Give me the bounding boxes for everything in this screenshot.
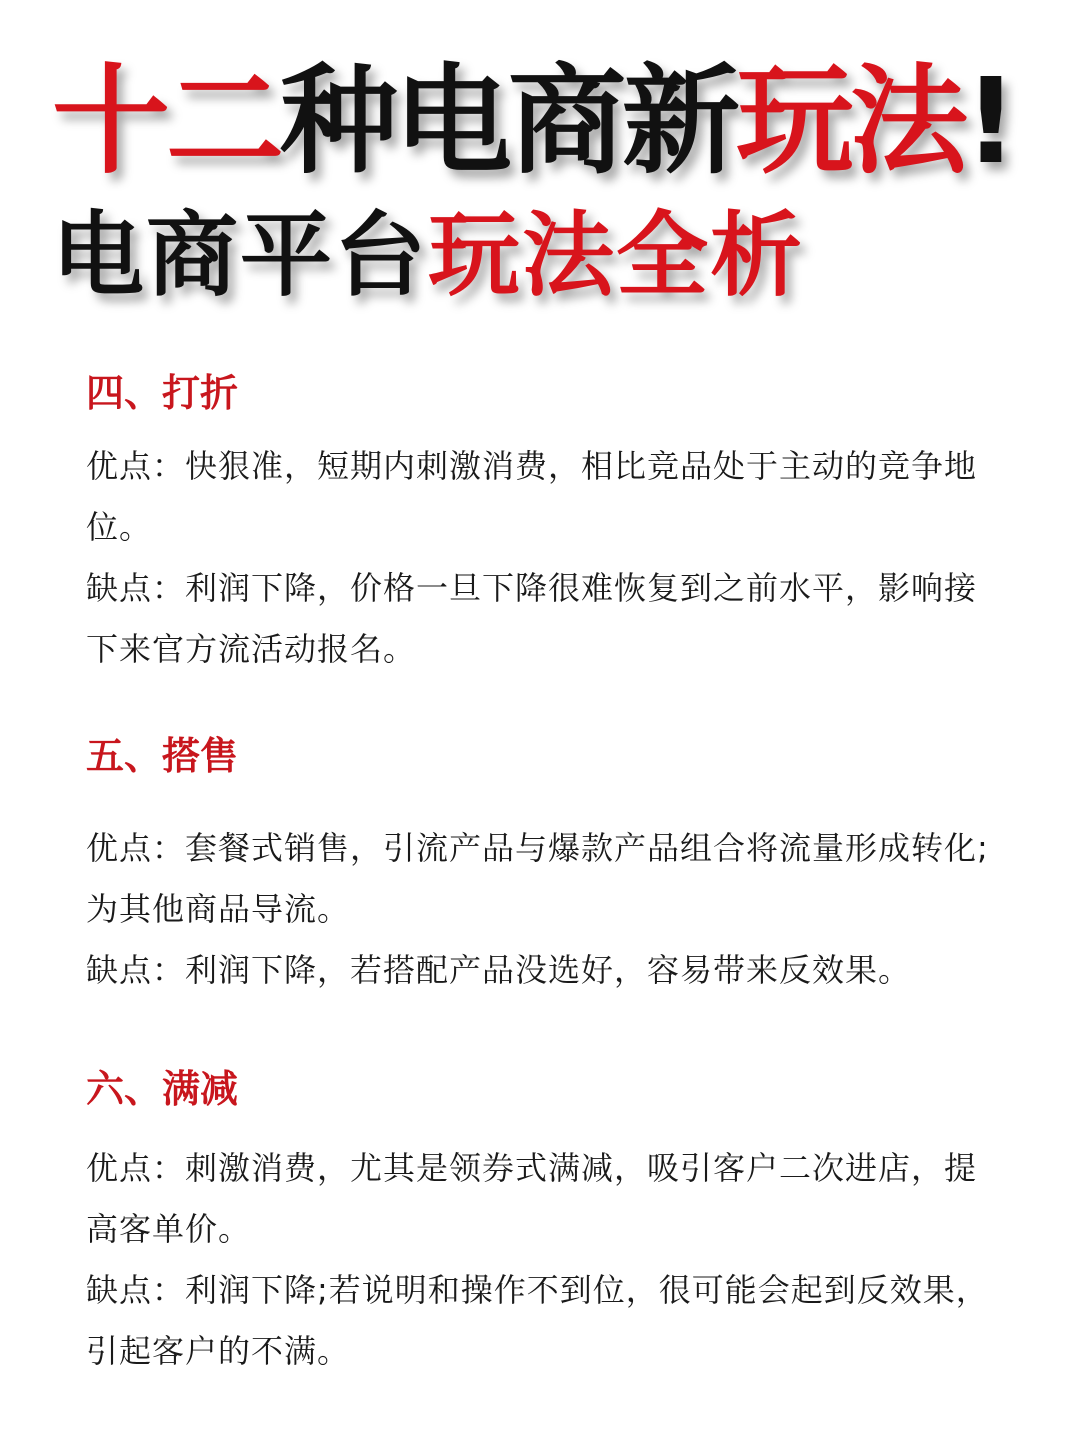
section-discount-cons: 缺点：利润下降，价格一旦下降很难恢复到之前水平，影响接下来官方流活动报名。 bbox=[86, 569, 978, 668]
subtitle-part: 玩法全析 bbox=[428, 202, 805, 309]
section-bundle-pros: 优点：套餐式销售，引流产品与爆款产品组合将流量形成转化;为其他商品导流。 bbox=[86, 829, 989, 928]
title-part: 玩法 bbox=[736, 52, 965, 190]
subtitle bbox=[52, 202, 805, 309]
title-part: 十二 bbox=[52, 52, 281, 190]
section-full-reduction-cons: 缺点：利润下降;若说明和操作不到位，很可能会起到反效果，引起客户的不满。 bbox=[86, 1271, 989, 1370]
title-part: 种电商新 bbox=[280, 52, 737, 190]
title-part: ! bbox=[964, 52, 1014, 190]
section-discount-pros: 优点：快狠准，短期内刺激消费，相比竞品处于主动的竞争地位。 bbox=[86, 447, 978, 546]
main-title bbox=[52, 52, 1014, 190]
section-heading-bundle: 五、搭售 bbox=[86, 734, 239, 778]
section-full-reduction-pros: 优点：刺激消费，尤其是领券式满减，吸引客户二次进店，提高客单价。 bbox=[86, 1149, 978, 1248]
section-bundle-cons: 缺点：利润下降，若搭配产品没选好，容易带来反效果。 bbox=[86, 951, 912, 989]
section-heading-discount: 四、打折 bbox=[86, 371, 239, 415]
subtitle-part: 电商平台 bbox=[52, 202, 429, 309]
section-heading-full-reduction: 六、满减 bbox=[86, 1067, 239, 1111]
